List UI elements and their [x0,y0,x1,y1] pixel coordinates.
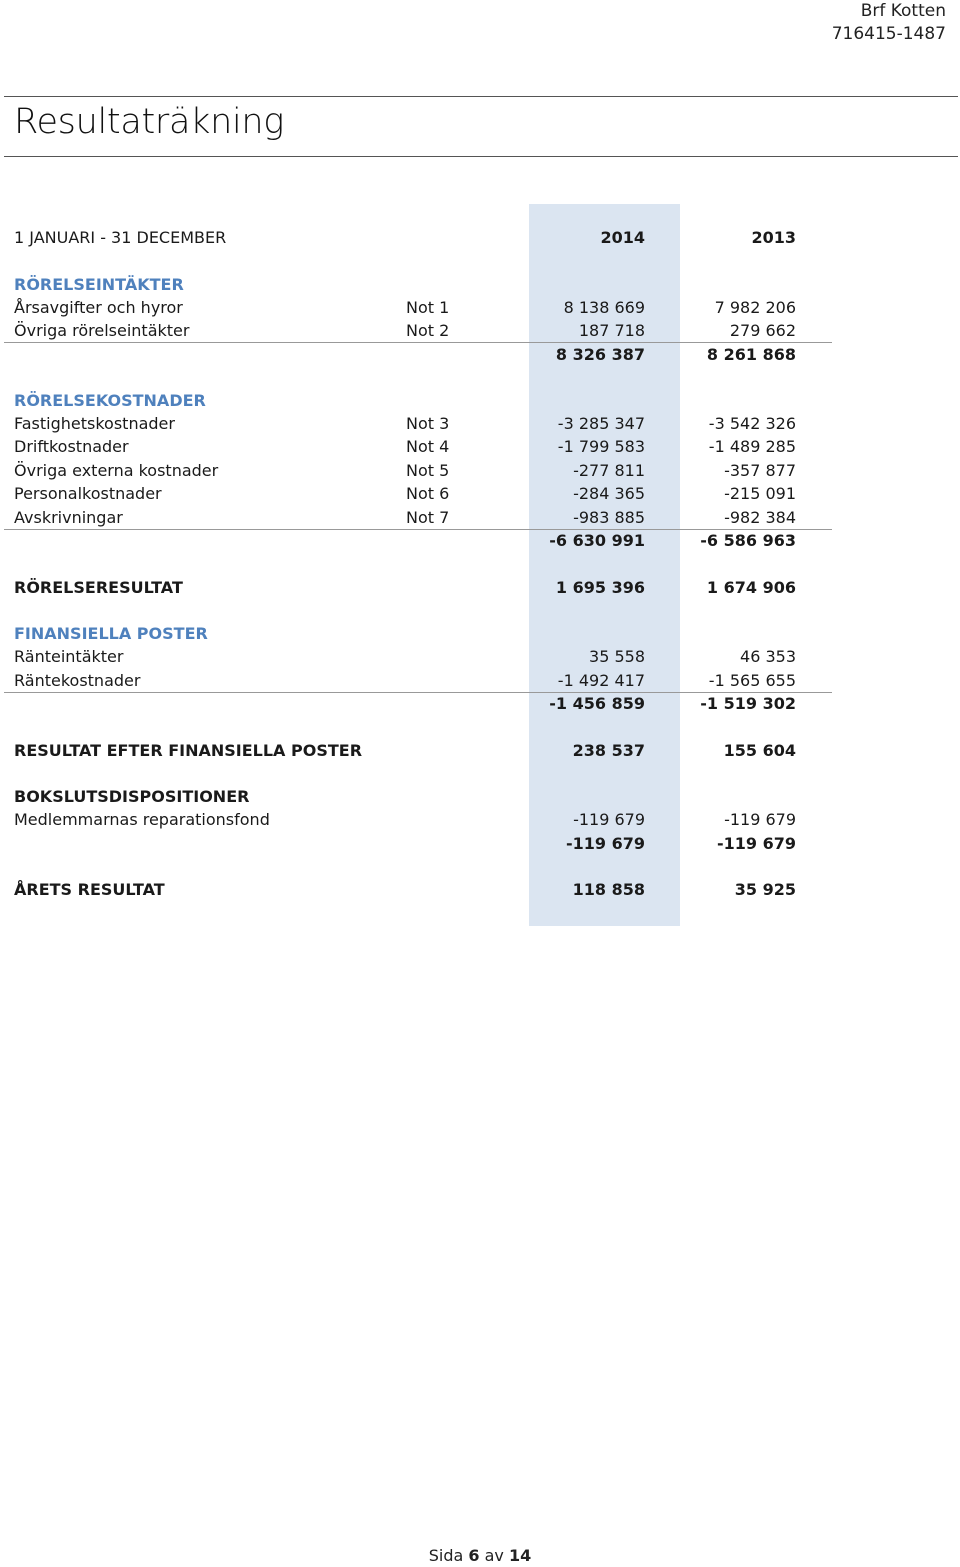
subtotal-row-costs [0,530,960,552]
value-2013: -982 384 [724,508,796,527]
row-label: Avskrivningar [14,508,123,527]
subtotal-row-dispositions [0,833,960,855]
period-label: 1 JANUARI - 31 DECEMBER [14,228,227,247]
row-label: Ränteintäkter [14,647,124,666]
row-label: Driftkostnader [14,437,129,456]
value-2013: 35 925 [734,880,796,899]
title-top-rule [4,96,958,97]
value-2014: -6 630 991 [549,531,645,550]
value-2014: 8 138 669 [563,298,645,317]
page-footer [0,1546,960,1565]
table-row [0,436,960,458]
value-2014: -119 679 [565,834,645,853]
value-2014: 118 858 [572,880,645,899]
row-label: RESULTAT EFTER FINANSIELLA POSTER [14,741,363,760]
value-2013: -215 091 [724,484,796,503]
value-2014: -983 885 [573,508,645,527]
row-label: ÅRETS RESULTAT [14,880,165,899]
note-reference: Not 5 [406,461,450,480]
table-row [0,507,960,529]
value-2013: -357 877 [724,461,796,480]
note-reference: Not 6 [406,484,450,503]
row-label: Övriga externa kostnader [14,461,219,480]
table-row [0,297,960,319]
table-row [0,460,960,482]
row-label: RÖRELSERESULTAT [14,578,183,597]
title-bottom-rule [4,156,958,157]
footer-prefix: Sida [428,1546,464,1565]
value-2013: 7 982 206 [714,298,796,317]
organization-name: Brf Kotten [860,1,946,21]
result-after-financial-row [0,740,960,762]
section-heading-costs [0,390,960,412]
value-2013: -6 586 963 [700,531,796,550]
value-2014: 238 537 [572,741,645,760]
value-2013: -119 679 [716,834,796,853]
section-label: FINANSIELLA POSTER [14,624,208,643]
value-2013: 279 662 [729,321,796,340]
year-result-row [0,879,960,901]
value-2013: -119 679 [724,810,796,829]
note-reference: Not 3 [406,414,450,433]
footer-separator: av [484,1546,504,1565]
subtotal-row-income [0,344,960,366]
row-label: Årsavgifter och hyror [14,298,183,317]
value-2013: 1 674 906 [706,578,796,597]
value-2014: 8 326 387 [555,345,645,364]
operating-result-row [0,577,960,599]
table-row [0,483,960,505]
value-2014: -3 285 347 [557,414,645,433]
value-2013: 8 261 868 [706,345,796,364]
table-row [0,646,960,668]
value-2014: -1 492 417 [557,671,645,690]
row-label: Övriga rörelseintäkter [14,321,190,340]
year-2014-header: 2014 [600,228,645,247]
section-heading-income [0,274,960,296]
row-label: Personalkostnader [14,484,162,503]
organization-info [832,0,946,46]
value-2014: 35 558 [589,647,645,666]
value-2013: -3 542 326 [708,414,796,433]
value-2014: -284 365 [573,484,645,503]
value-2014: 1 695 396 [555,578,645,597]
value-2014: -1 456 859 [549,694,645,713]
row-label: Medlemmarnas reparationsfond [14,810,270,829]
table-row [0,670,960,692]
value-2014: -277 811 [573,461,645,480]
current-page-number: 6 [468,1546,480,1565]
year-2013-header: 2013 [751,228,796,247]
table-row [0,809,960,831]
section-heading-financial [0,623,960,645]
value-2014: -119 679 [573,810,645,829]
row-label: Fastighetskostnader [14,414,175,433]
value-2013: -1 565 655 [708,671,796,690]
page-title: Resultaträkning [14,102,285,142]
section-label: RÖRELSEINTÄKTER [14,275,184,294]
subtotal-row-financial [0,693,960,715]
value-2014: -1 799 583 [557,437,645,456]
section-heading-dispositions [0,786,960,808]
value-2013: 155 604 [723,741,796,760]
section-label: BOKSLUTSDISPOSITIONER [14,787,250,806]
note-reference: Not 4 [406,437,450,456]
value-2013: -1 519 302 [700,694,796,713]
note-reference: Not 1 [406,298,450,317]
table-row [0,320,960,342]
organization-number: 716415-1487 [831,24,946,44]
value-2013: -1 489 285 [708,437,796,456]
note-reference: Not 2 [406,321,450,340]
note-reference: Not 7 [406,508,450,527]
row-label: Räntekostnader [14,671,141,690]
section-label: RÖRELSEKOSTNADER [14,391,206,410]
total-page-count: 14 [509,1546,532,1565]
period-header-row [0,227,960,249]
table-row [0,413,960,435]
value-2014: 187 718 [578,321,645,340]
value-2013: 46 353 [740,647,796,666]
